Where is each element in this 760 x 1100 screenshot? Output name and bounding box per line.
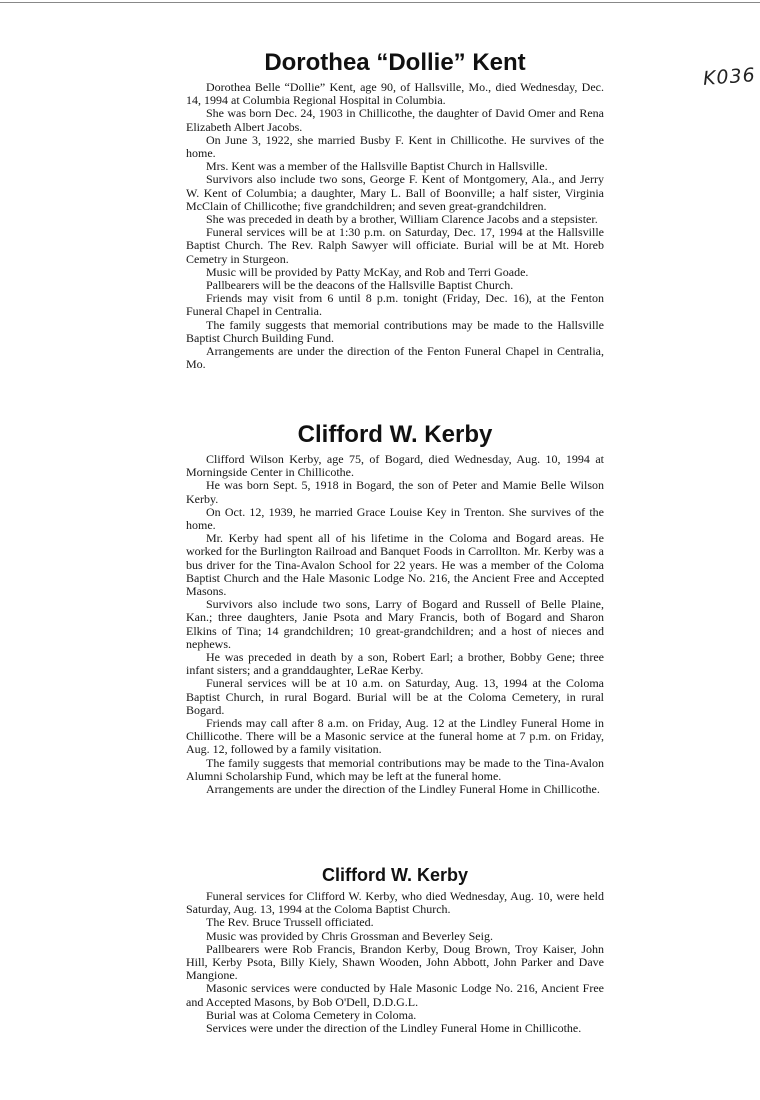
obituary-paragraph: The family suggests that memorial contributions may be made to the Tina-Avalon Alumni Scholarship Fund, which may be left at the funeral home.	[186, 755, 604, 783]
obituary-dorothea-kent	[186, 49, 604, 371]
handwritten-reference-mark: K036	[702, 64, 757, 90]
obituary-paragraph: Funeral services will be at 10 a.m. on Saturday, Aug. 13, 1994 at the Coloma Baptist Church, in rural Bogard. Burial will be at the Coloma Cemetery, in rural Bogard.	[186, 676, 604, 717]
obituary-paragraph: On Oct. 12, 1939, he married Grace Louise Key in Trenton. She survives of the home.	[186, 504, 604, 533]
scan-top-border	[0, 2, 760, 3]
obituary-paragraph: Arrangements are under the direction of the Fenton Funeral Chapel in Centralia, Mo.	[186, 344, 604, 372]
obituary-paragraph: The Rev. Bruce Trussell officiated.	[206, 915, 374, 930]
obituary-paragraph: He was born Sept. 5, 1918 in Bogard, the son of Peter and Mamie Belle Wilson Kerby.	[186, 478, 604, 506]
obituary-clifford-kerby	[186, 421, 604, 796]
obituary-paragraph: He was preceded in death by a son, Robert Earl; a brother, Bobby Gene; three infant sisters; and a granddaughter, LeRae Kerby.	[186, 650, 604, 678]
obituary-paragraph: Music will be provided by Patty McKay, and Rob and Terri Goade.	[206, 264, 529, 279]
obituary-paragraph: She was born Dec. 24, 1903 in Chillicothe, the daughter of David Omer and Rena Elizabeth Albert Jacobs.	[186, 106, 604, 134]
obituary-paragraph: Pallbearers were Rob Francis, Brandon Kerby, Doug Brown, Troy Kaiser, John Hill, Kerby Psota, Billy Kiely, Shawn Wooden, John Abbott, John Parker and Dave Mangione.	[186, 941, 604, 983]
obituary-paragraph: The family suggests that memorial contributions may be made to the Hallsville Baptist Church Building Fund.	[186, 317, 604, 345]
obituary-paragraph: Clifford Wilson Kerby, age 75, of Bogard, died Wednesday, Aug. 10, 1994 at Morningside Center in Chillicothe.	[186, 452, 604, 480]
obituary-paragraph: Burial was at Coloma Cemetery in Coloma.	[206, 1007, 417, 1022]
obituary-paragraph: Mrs. Kent was a member of the Hallsville Baptist Church in Hallsville.	[206, 159, 548, 174]
obituary-paragraph: Services were under the direction of the Lindley Funeral Home in Chillicothe.	[206, 1021, 582, 1036]
obituary-paragraph: On June 3, 1922, she married Busby F. Kent in Chillicothe. He survives of the home.	[186, 132, 604, 161]
obituary-paragraph: Mr. Kerby had spent all of his lifetime in the Coloma and Bogard areas. He worked for the Burlington Railroad and Banquet Foods in Carrollton. Mr. Kerby was a bus driver for the Tina-Avalon School for 22 years. He was a member of the Coloma Baptist Church and the Hale Masonic Lodge No. 216, the Ancient Free and Accepted Masons.	[186, 531, 604, 599]
obituary-clifford-kerby-services	[186, 864, 604, 1035]
obituary-paragraph: Friends may call after 8 a.m. on Friday, Aug. 12 at the Lindley Funeral Home in Chillicothe. There will be a Masonic service at the funeral home at 7 p.m. on Friday, Aug. 12, followed by a family visitation.	[186, 716, 604, 757]
obituary-title: Clifford W. Kerby	[321, 865, 468, 885]
obituary-paragraph: Survivors also include two sons, Larry of Bogard and Russell of Belle Plaine, Kan.; three daughters, Janie Psota and Mary Francis, both of Bogard and Sharon Elkins of Tina; 14 grandchildren; 10 great-grandchildren; and a host of nieces and nephews.	[186, 597, 604, 651]
obituary-paragraph: Arrangements are under the direction of the Lindley Funeral Home in Chillicothe.	[206, 782, 600, 797]
obituary-paragraph: Masonic services were conducted by Hale Masonic Lodge No. 216, Ancient Free and Accepted Masons, by Bob O'Dell, D.D.G.L.	[186, 981, 604, 1009]
obituary-title: Clifford W. Kerby	[297, 421, 493, 448]
obituary-paragraph: Dorothea Belle “Dollie” Kent, age 90, of Hallsville, Mo., died Wednesday, Dec. 14, 1994 at Columbia Regional Hospital in Columbia.	[186, 80, 604, 108]
obituary-title: Dorothea “Dollie” Kent	[264, 49, 526, 76]
obituary-paragraph: Survivors also include two sons, George F. Kent of Montgomery, Ala., and Jerry W. Kent of Columbia; a daughter, Mary L. Ball of Boonville; a half sister, Virginia McClain of Chillicothe; five grandchildren; and seven great-grandchildren.	[186, 172, 604, 213]
obituary-paragraph: Funeral services for Clifford W. Kerby, who died Wednesday, Aug. 10, were held Saturday, Aug. 13, 1994 at the Coloma Baptist Church.	[186, 889, 604, 917]
obituary-paragraph: She was preceded in death by a brother, William Clarence Jacobs and a stepsister.	[206, 212, 598, 227]
obituary-paragraph: Friends may visit from 6 until 8 p.m. tonight (Friday, Dec. 16), at the Fenton Funeral Chapel in Centralia.	[186, 291, 604, 319]
obituary-paragraph: Pallbearers will be the deacons of the Hallsville Baptist Church.	[206, 278, 514, 293]
obituary-paragraph: Funeral services will be at 1:30 p.m. on Saturday, Dec. 17, 1994 at the Hallsville Baptist Church. The Rev. Ralph Sawyer will officiate. Burial will be at Mt. Horeb Cemetry in Sturgeon.	[186, 225, 604, 266]
obituary-paragraph: Music was provided by Chris Grossman and Beverley Seig.	[206, 928, 493, 943]
